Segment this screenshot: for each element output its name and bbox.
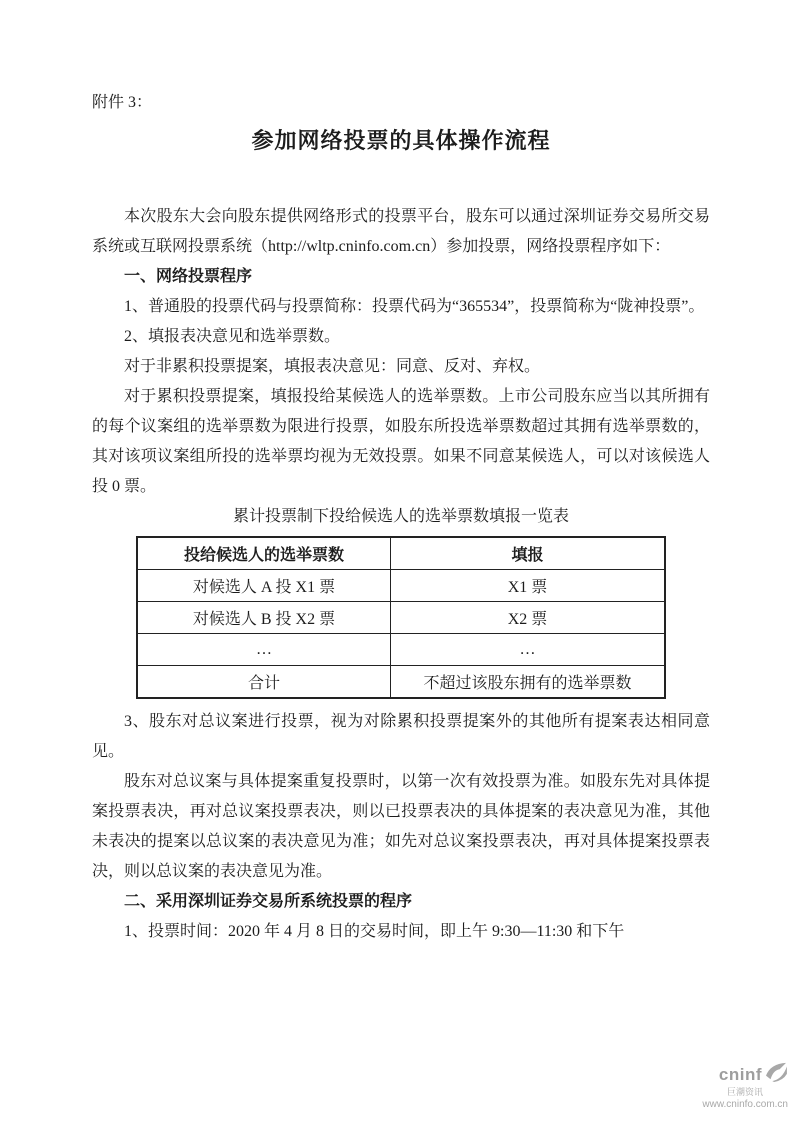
document-title: 参加网络投票的具体操作流程 <box>251 128 551 153</box>
cninfo-logo <box>702 1062 788 1110</box>
table-row <box>137 666 665 699</box>
table-header-cell: 填报 <box>390 537 665 570</box>
table-cell: … <box>137 634 390 666</box>
paragraph: 1、普通股的投票代码与投票简称：投票代码为“365534”，投票简称为“陇神投票”。 <box>124 298 705 315</box>
cninfo-logo-row <box>719 1062 788 1087</box>
paragraph: 对于累积投票提案，填报投给某候选人的选举票数。上市公司股东应当以其所拥有的每个议案组的选举票数为限进行投票，如股东所投选举票数超过其拥有选举票数的，其对该项议案组所投的选举票均视为无效投票。如果不同意某候选人，可以对该候选人投 0 票。 <box>92 388 710 495</box>
table-cell: 对候选人 A 投 X1 票 <box>137 570 390 602</box>
cninfo-logo-text: cninf <box>718 1064 762 1084</box>
table-cell: X1 票 <box>390 570 665 602</box>
paragraph: 3、股东对总议案进行投票，视为对除累积投票提案外的其他所有提案表达相同意见。 <box>92 713 710 760</box>
table-row <box>137 570 665 602</box>
table-cell: 合计 <box>137 666 390 699</box>
table-cell: X2 票 <box>390 602 665 634</box>
table-cell: 不超过该股东拥有的选举票数 <box>390 666 665 699</box>
section-2-heading: 二、采用深圳证券交易所系统投票的程序 <box>124 893 413 910</box>
cumulative-voting-table <box>136 536 666 699</box>
paragraph: 1、投票时间：2020 年 4 月 8 日的交易时间，即上午 9:30—11:30 和下午 <box>124 923 625 940</box>
table-row <box>137 634 665 666</box>
table-row <box>137 602 665 634</box>
cninfo-logo-subtitle: 巨潮资讯 <box>726 1087 763 1098</box>
table-caption: 累计投票制下投给候选人的选举票数填报一览表 <box>232 508 569 525</box>
table-header-cell: 投给候选人的选举票数 <box>137 537 390 570</box>
table-cell: 对候选人 B 投 X2 票 <box>137 602 390 634</box>
attachment-label: 附件 3： <box>92 94 153 111</box>
paragraph: 2、填报表决意见和选举票数。 <box>124 328 341 345</box>
paragraph: 股东对总议案与具体提案重复投票时，以第一次有效投票为准。如股东先对具体提案投票表决，再对总议案投票表决，则以已投票表决的具体提案的表决意见为准，其他未表决的提案以总议案的表决意见为准；如先对总议案投票表决，再对具体提案投票表决，则以总议案的表决意见为准。 <box>92 773 710 880</box>
table-cell: … <box>390 634 665 666</box>
section-1-heading: 一、网络投票程序 <box>124 268 253 285</box>
paragraph: 对于非累积投票提案，填报表决意见：同意、反对、弃权。 <box>124 358 541 375</box>
cninfo-swirl-icon <box>764 1062 788 1087</box>
cninfo-logo-url: www.cninfo.com.cn <box>702 1098 788 1110</box>
intro-paragraph: 本次股东大会向股东提供网络形式的投票平台，股东可以通过深圳证券交易所交易系统或互联网投票系统（http://wltp.cninfo.com.cn）参加投票，网络投票程序如下： <box>92 208 710 255</box>
document-content <box>92 88 710 947</box>
table-header-row <box>137 537 665 570</box>
